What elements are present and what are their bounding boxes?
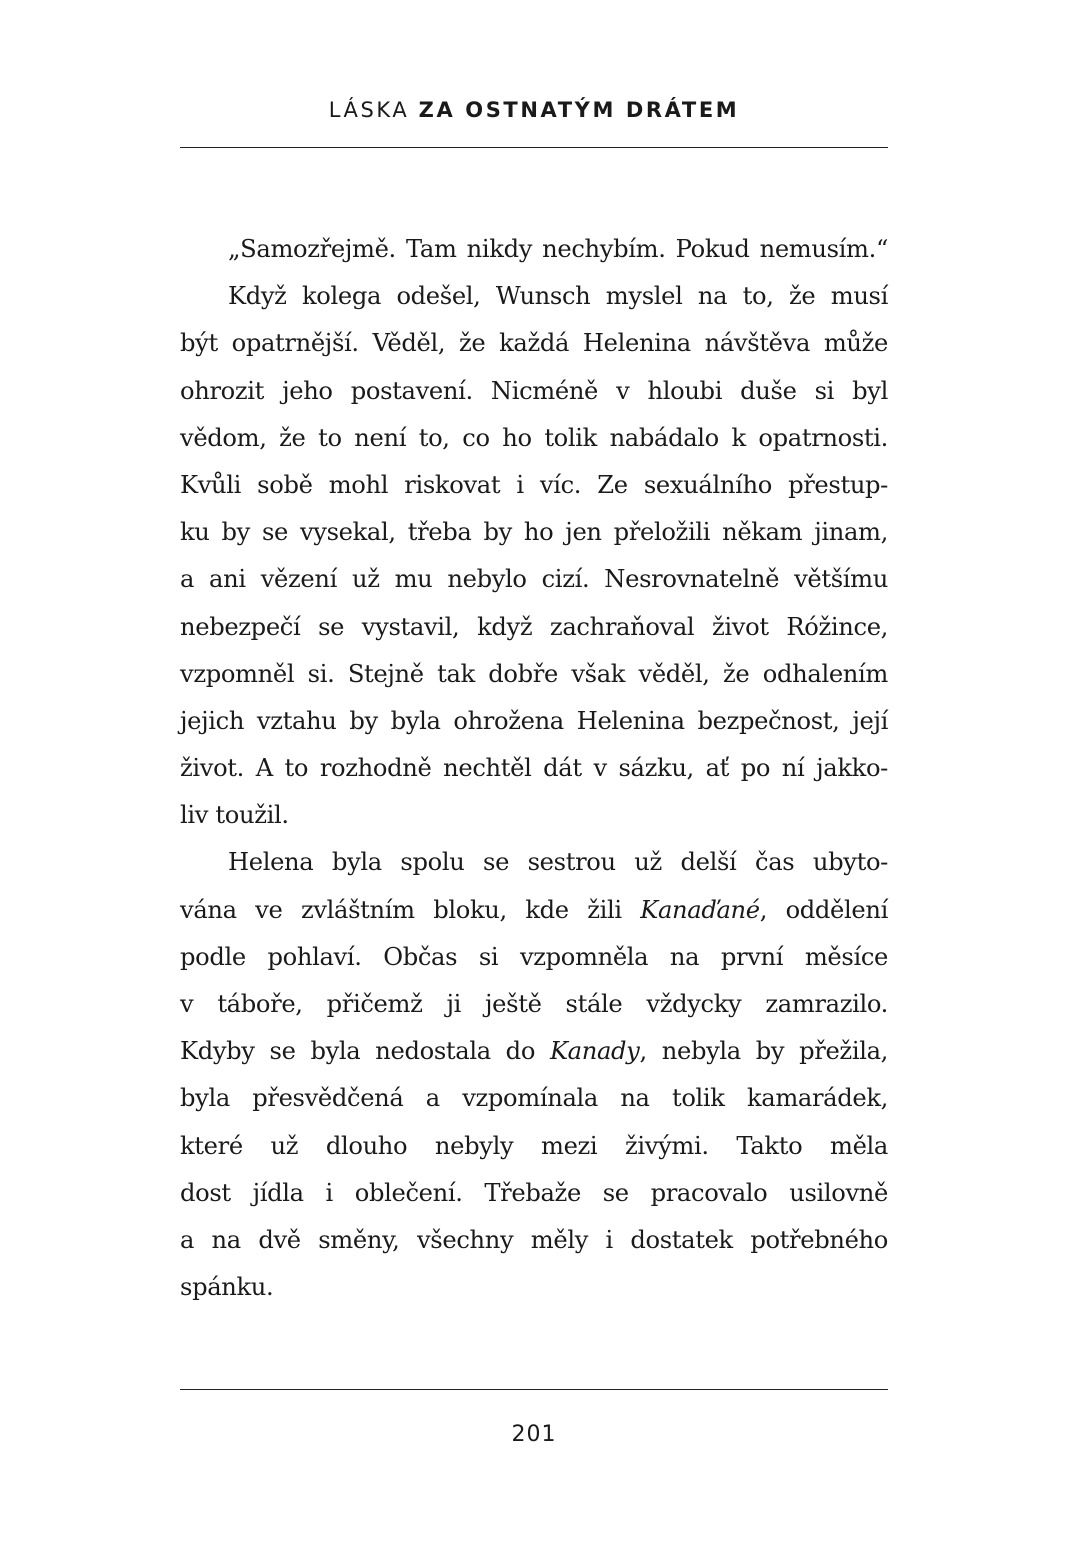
text-line: liv toužil. bbox=[180, 801, 289, 830]
text-line: ohrozit jeho postavení. Nicméně v hloubi duše si byl bbox=[180, 376, 888, 405]
text-line: vědom, že to není to, co ho tolik nabádalo k opatrnosti. bbox=[180, 423, 888, 452]
text-line: a na dvě směny, všechny měly i dostatek potřebného bbox=[180, 1225, 888, 1254]
header-title-light: LÁSKA bbox=[328, 98, 410, 122]
text-line: jejich vztahu by byla ohrožena Helenina bezpečnost, její bbox=[180, 706, 888, 735]
text-line: podle pohlaví. Občas si vzpomněla na první měsíce bbox=[180, 942, 888, 971]
text-line: v táboře, přičemž ji ještě stále vždycky zamrazilo. bbox=[180, 990, 888, 1018]
text-line: být opatrnější. Věděl, že každá Helenina návštěva může bbox=[180, 329, 888, 358]
text-line: dost jídla i oblečení. Třebaže se pracovalo usilovně bbox=[180, 1178, 888, 1207]
text-line: které už dlouho nebyly mezi živými. Takto měla bbox=[180, 1131, 888, 1160]
italic-term: Kanady bbox=[549, 1037, 640, 1066]
italic-term: Kanaďané bbox=[640, 895, 760, 924]
text-line: spánku. bbox=[180, 1273, 274, 1302]
text-line: vzpomněl si. Stejně tak dobře však věděl, že odhalením bbox=[180, 659, 888, 688]
body-text bbox=[180, 226, 888, 1311]
text-line: „Samozřejmě. Tam nikdy nechybím. Pokud nemusím.“ bbox=[228, 235, 888, 263]
text-line: ku by se vysekal, třeba by ho jen přeložili někam jinam, bbox=[180, 518, 888, 547]
text-line: Kdyby se byla nedostala do Kanady, nebyla by přežila, bbox=[180, 1037, 888, 1066]
text-line: nebezpečí se vystavil, když zachraňoval život Róžince, bbox=[180, 612, 888, 641]
text-line: Kvůli sobě mohl riskovat i víc. Ze sexuálního přestup- bbox=[180, 470, 888, 499]
text-line: vána ve zvláštním bloku, kde žili Kanaďané, oddělení bbox=[180, 895, 888, 924]
running-header bbox=[180, 98, 888, 122]
header-divider bbox=[180, 147, 888, 148]
page-number: 201 bbox=[511, 1422, 557, 1447]
footer-divider bbox=[180, 1389, 888, 1390]
text-line: Když kolega odešel, Wunsch myslel na to, že musí bbox=[228, 282, 888, 311]
text-line: Helena byla spolu se sestrou už delší čas ubyto- bbox=[228, 848, 888, 877]
text-line: byla přesvědčená a vzpomínala na tolik kamarádek, bbox=[180, 1084, 888, 1113]
text-line: život. A to rozhodně nechtěl dát v sázku, ať po ní jakko- bbox=[180, 754, 888, 783]
text-line: a ani vězení už mu nebylo cizí. Nesrovnatelně většímu bbox=[180, 565, 888, 594]
header-title-bold: ZA OSTNATÝM DRÁTEM bbox=[418, 98, 740, 122]
